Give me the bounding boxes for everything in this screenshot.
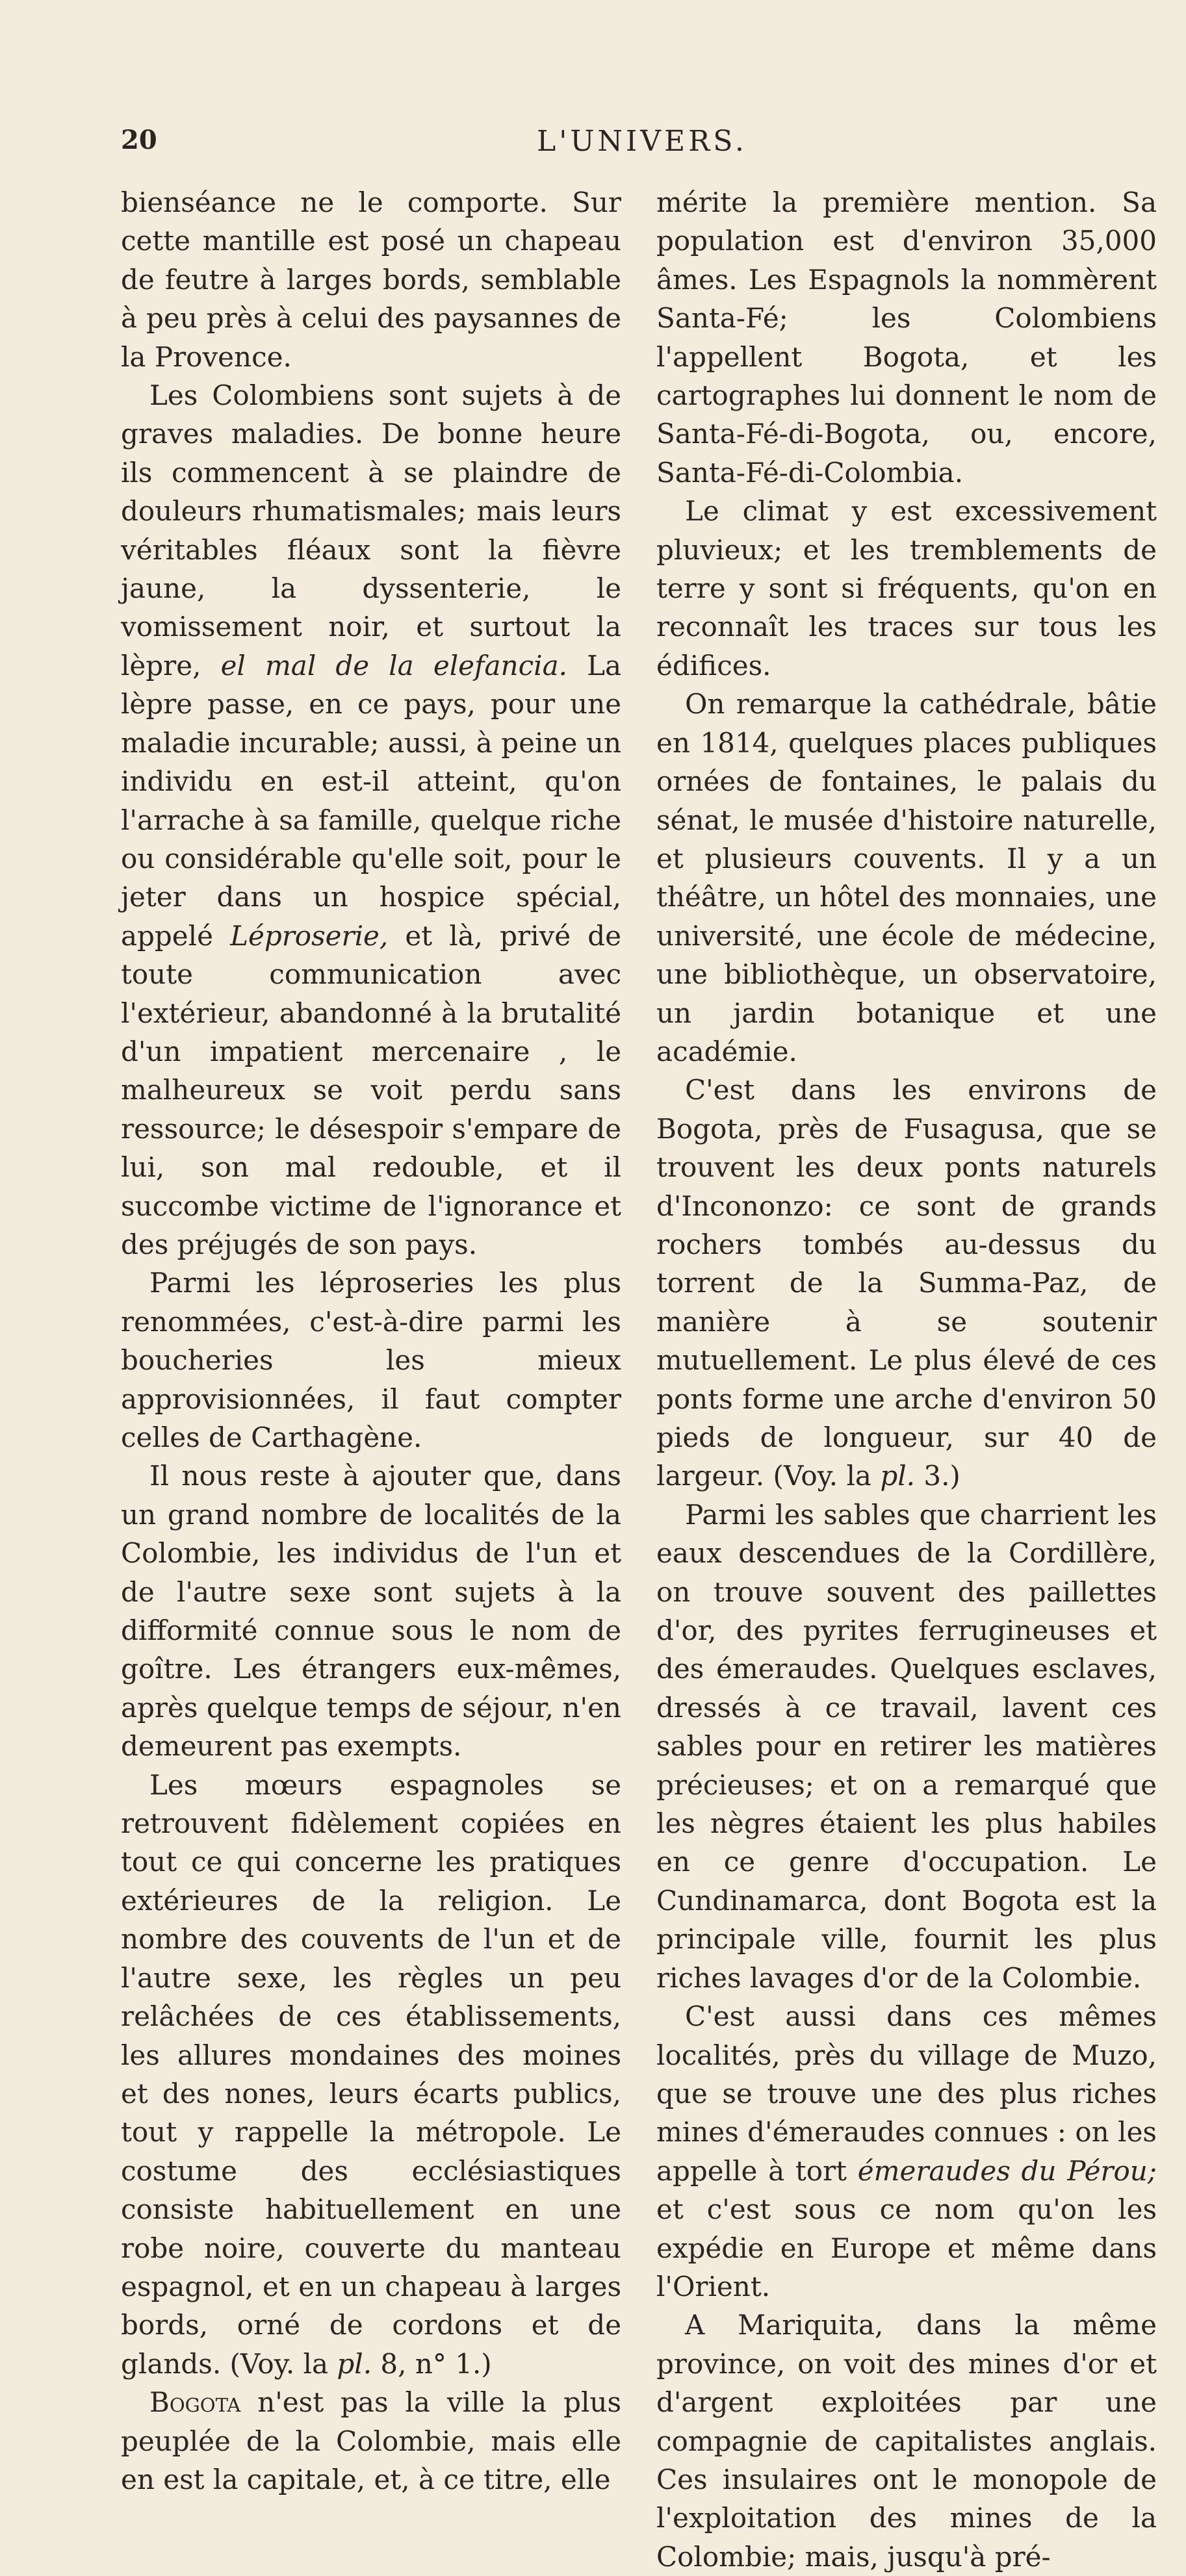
italic-term: émeraudes du Pérou; — [857, 2154, 1157, 2187]
paragraph: bienséance ne le comporte. Sur cette mantille est posé un chapeau de feutre à larges bords, semblable à peu près à celui des paysannes de la Provence. — [121, 186, 621, 373]
running-title: L'UNIVERS. — [537, 125, 747, 158]
paragraph-text: 3.) — [915, 1460, 960, 1492]
paragraph-text: C'est dans les environs de Bogota, près de Fusagusa, que se trouvent les deux ponts naturels d'Incononzo: ce sont de grands rochers tombés au-dessus du torrent de la Summa-Paz, de manière à se soutenir mutuellement. Le plus élevé de ces ponts forme une arche d'environ 50 pieds de longueur, sur 40 de largeur. (Voy. la — [656, 1074, 1157, 1492]
paragraph-text: Les mœurs espagnoles se retrouvent fidèlement copiées en tout ce qui concerne les pratiques extérieures de la religion. Le nombre des couvents de l'un et de l'autre sexe, les règles un peu relâchées de ces établissements, les allures mondaines des moines et des nones, leurs écarts publics, tout y rappelle la métropole. Le costume des ecclésiastiques consiste habituellement en une robe noire, couverte du manteau espagnol, et en un chapeau à larges bords, orné de cordons et de glands. (Voy. la — [121, 1768, 621, 2380]
paragraph-text: La lèpre passe, en ce pays, pour une maladie incurable; aussi, à peine un individu en est-il atteint, qu'on l'arrache à sa famille, quelque riche ou considérable qu'elle soit, pour le jeter dans un hospice spécial, appelé — [121, 649, 622, 952]
paragraph: Il nous reste à ajouter que, dans un grand nombre de localités de la Colombie, les individus de l'un et de l'autre sexe sont sujets à la difformité connue sous le nom de goître. Les étrangers eux-mêmes, après quelque temps de séjour, n'en demeurent pas exempts. — [121, 1460, 621, 1763]
page-header — [121, 125, 1135, 170]
italic-term: el mal de la elefancia. — [220, 649, 567, 682]
paragraph-text: C'est aussi dans ces mêmes localités, près du village de Muzo, que se trouve une des plus riches mines d'émeraudes connues : on les appelle à tort — [656, 2000, 1157, 2187]
paragraph: A Mariquita, dans la même province, on voit des mines d'or et d'argent exploitées par une compagnie de capitalistes anglais. Ces insulaires ont le monopole de l'exploitation des mines de la Colombie; mais, jusqu'à pré- — [656, 2309, 1157, 2573]
paragraph: Parmi les sables que charrient les eaux descendues de la Cordillère, on trouve souvent des paillettes d'or, des pyrites ferrugineuses et des émeraudes. Quelques esclaves, dressés à ce travail, lavent ces sables pour en retirer les matières précieuses; et on a remarqué que les nègres étaient les plus habiles en ce genre d'occupation. Le Cundinamarca, dont Bogota est la principale ville, fournit les plus riches lavages d'or de la Colombie. — [656, 1498, 1157, 1994]
paragraph-text: et c'est sous ce nom qu'on les expédie en Europe et même dans l'Orient. — [656, 2193, 1157, 2302]
paragraph: Parmi les léproseries les plus renommées, c'est-à-dire parmi les boucheries les mieux approvisionnées, il faut compter celles de Carthagène. — [121, 1267, 621, 1453]
page-number: 20 — [121, 125, 157, 155]
paragraph: mérite la première mention. Sa population est d'environ 35,000 âmes. Les Espagnols la nommèrent Santa-Fé; les Colombiens l'appellent Bogota, et les cartographes lui donnent le nom de Santa-Fé-di-Bogota, ou, encore, Santa-Fé-di-Colombia. — [656, 186, 1157, 489]
paragraph: Le climat y est excessivement pluvieux; et les tremblements de terre y sont si fréquents, qu'on en reconnaît les traces sur tous les édifices. — [656, 495, 1157, 682]
paragraph: On remarque la cathédrale, bâtie en 1814, quelques places publiques ornées de fontaines, le palais du sénat, le musée d'histoire naturelle, et plusieurs couvents. Il y a un théâtre, un hôtel des monnaies, une université, une école de médecine, une bibliothèque, un observatoire, un jardin botanique et une académie. — [656, 688, 1157, 1067]
left-column — [121, 183, 621, 2499]
paragraph — [121, 376, 621, 1264]
right-column — [656, 183, 1157, 2576]
paragraph — [121, 1766, 621, 2384]
paragraph-text: 8, n° 1.) — [372, 2347, 492, 2380]
paragraph-text: Les Colombiens sont sujets à de graves maladies. De bonne heure ils commencent à se plaindre de douleurs rhumatismales; mais leurs véritables fléaux sont la fièvre jaune, la dyssenterie, le vomissement noir, et surtout la lèpre, — [121, 379, 621, 682]
paragraph — [656, 1071, 1157, 1495]
paragraph-text: n'est pas la ville la plus peuplée de la Colombie, mais elle en est la capitale, et, à ce titre, elle — [121, 2386, 621, 2495]
italic-term: pl. — [880, 1460, 915, 1492]
italic-term: Léproserie, — [230, 919, 389, 952]
italic-term: pl. — [337, 2347, 372, 2380]
paragraph — [121, 2383, 621, 2499]
paragraph-text: et là, privé de toute communication avec l'extérieur, abandonné à la brutalité d'un impatient mercenaire , le malheureux se voit perdu sans ressource; le désespoir s'empare de lui, son mal redouble, et il succombe victime de l'ignorance et des préjugés de son pays. — [121, 919, 621, 1260]
paragraph — [656, 1997, 1157, 2306]
place-name: Bogota — [149, 2386, 241, 2419]
